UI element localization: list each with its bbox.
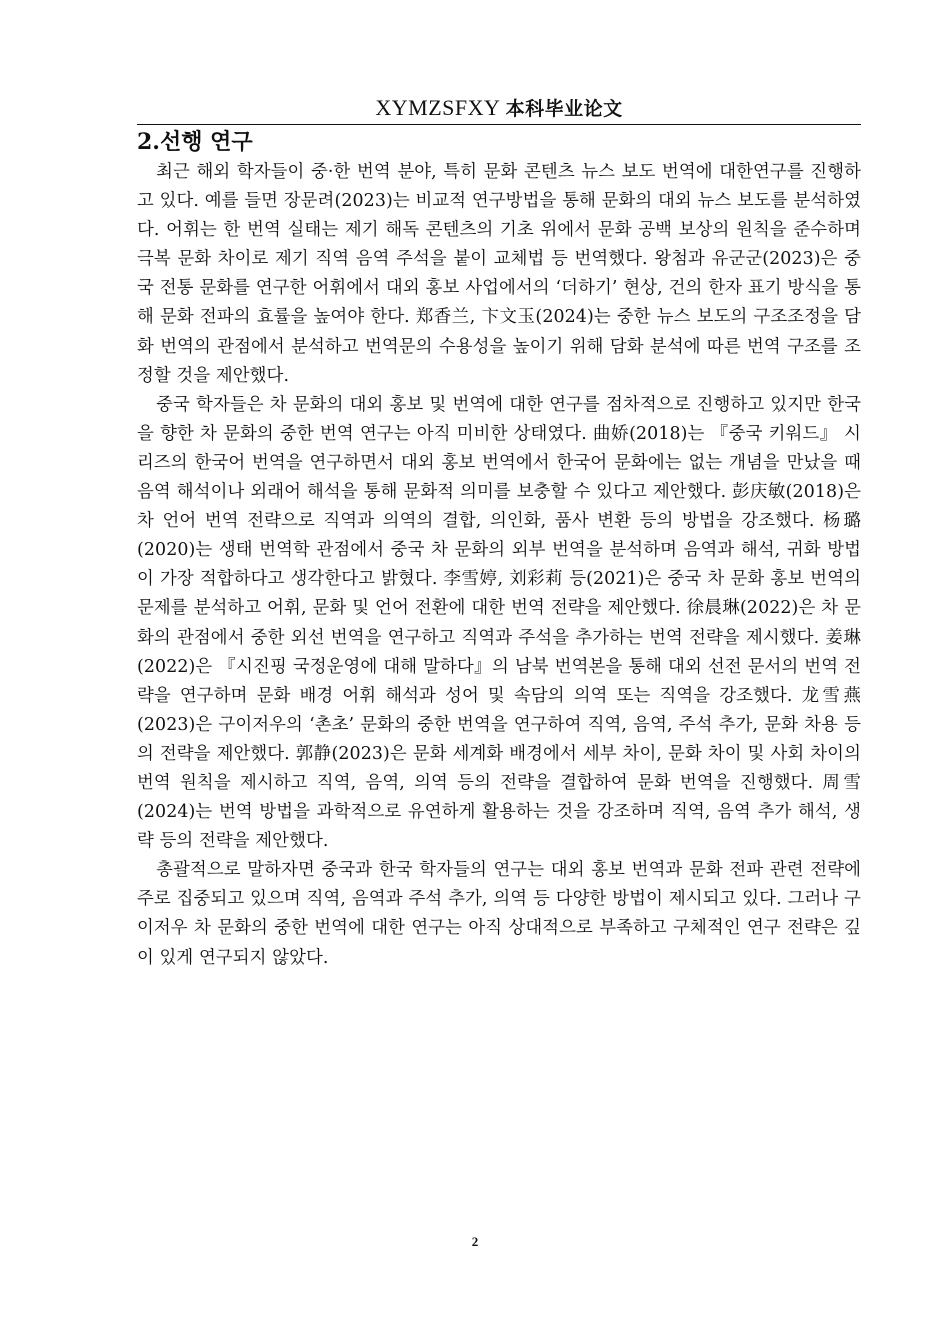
running-header-chinese: 本科毕业论文	[505, 98, 623, 120]
running-header	[137, 94, 861, 123]
paragraph-1: 최근 해외 학자들이 중·한 번역 분야, 특히 문화 콘텐츠 뉴스 보도 번역에 대한연구를 진행하고 있다. 예를 들면 장문려(2023)는 비교적 연구방법을 통해 문화의 대외 뉴스 보도를 분석하였다. 어휘는 한 번역 실태는 제기 해독 콘텐츠의 기초 위에서 문화 공백 보상의 원칙을 준수하며 극복 문화 차이로 제기 직역 음역 주석을 붙이 교체법 등 번역했다. 왕첨과 유군군(2023)은 중국 전통 문화를 연구한 어휘에서 대외 홍보 사업에서의 ‘더하기’ 현상, 건의 한자 표기 방식을 통해 문화 전파의 효률을 높여야 한다. 郑香兰, 卞文玉(2024)는 중한 뉴스 보도의 구조조정을 담화 번역의 관점에서 분석하고 번역문의 수용성을 높이기 위해 담화 분석에 따른 번역 구조를 조정할 것을 제안했다.	[137, 162, 861, 386]
header-rule	[137, 124, 861, 125]
page-number: 2	[471, 1234, 479, 1249]
running-header-latin: XYMZSFXY	[375, 95, 500, 120]
body-text	[137, 158, 861, 973]
section-title: 2.선행 연구	[137, 129, 253, 155]
paragraph-3: 총괄적으로 말하자면 중국과 한국 학자들의 연구는 대외 홍보 번역과 문화 전파 관련 전략에 주로 집중되고 있으며 직역, 음역과 주석 추가, 의역 등 다양한 방법이 제시되고 있다. 그러나 구이저우 차 문화의 중한 번역에 대한 연구는 아직 상대적으로 부족하고 구체적인 연구 전략은 깊이 있게 연구되지 않았다.	[137, 860, 861, 968]
paragraph-2: 중국 학자들은 차 문화의 대외 홍보 및 번역에 대한 연구를 점차적으로 진행하고 있지만 한국을 향한 차 문화의 중한 번역 연구는 아직 미비한 상태였다. 曲娇(2018)는 『중국 키워드』 시리즈의 한국어 번역을 연구하면서 대외 홍보 번역에서 한국어 문화에는 없는 개념을 만났을 때 음역 해석이나 외래어 해석을 통해 문화적 의미를 보충할 수 있다고 제안했다. 彭庆敏(2018)은 차 언어 번역 전략으로 직역과 의역의 결합, 의인화, 품사 변환 등의 방법을 강조했다. 杨璐(2020)는 생태 번역학 관점에서 중국 차 문화의 외부 번역을 분석하며 음역과 해석, 귀화 방법이 가장 적합하다고 생각한다고 밝혔다. 李雪婷, 刘彩莉 등(2021)은 중국 차 문화 홍보 번역의 문제를 분석하고 어휘, 문화 및 언어 전환에 대한 번역 전략을 제안했다. 徐晨琳(2022)은 차 문화의 관점에서 중한 외선 번역을 연구하고 직역과 주석을 추가하는 번역 전략을 제시했다. 姜琳(2022)은 『시진핑 국정운영에 대해 말하다』의 남북 번역본을 통해 대외 선전 문서의 번역 전략을 연구하며 문화 배경 어휘 해석과 성어 및 속담의 의역 또는 직역을 강조했다. 龙雪燕(2023)은 구이저우의 ‘촌초’ 문화의 중한 번역을 연구하여 직역, 음역, 주석 추가, 문화 차용 등의 전략을 제안했다. 郭静(2023)은 문화 세계화 배경에서 세부 차이, 문화 차이 및 사회 차이의 번역 원칙을 제시하고 직역, 음역, 의역 등의 전략을 결합하여 문화 번역을 진행했다. 周雪(2024)는 번역 방법을 과학적으로 유연하게 활용하는 것을 강조하며 직역, 음역 추가 해석, 생략 등의 전략을 제안했다.	[137, 394, 861, 852]
